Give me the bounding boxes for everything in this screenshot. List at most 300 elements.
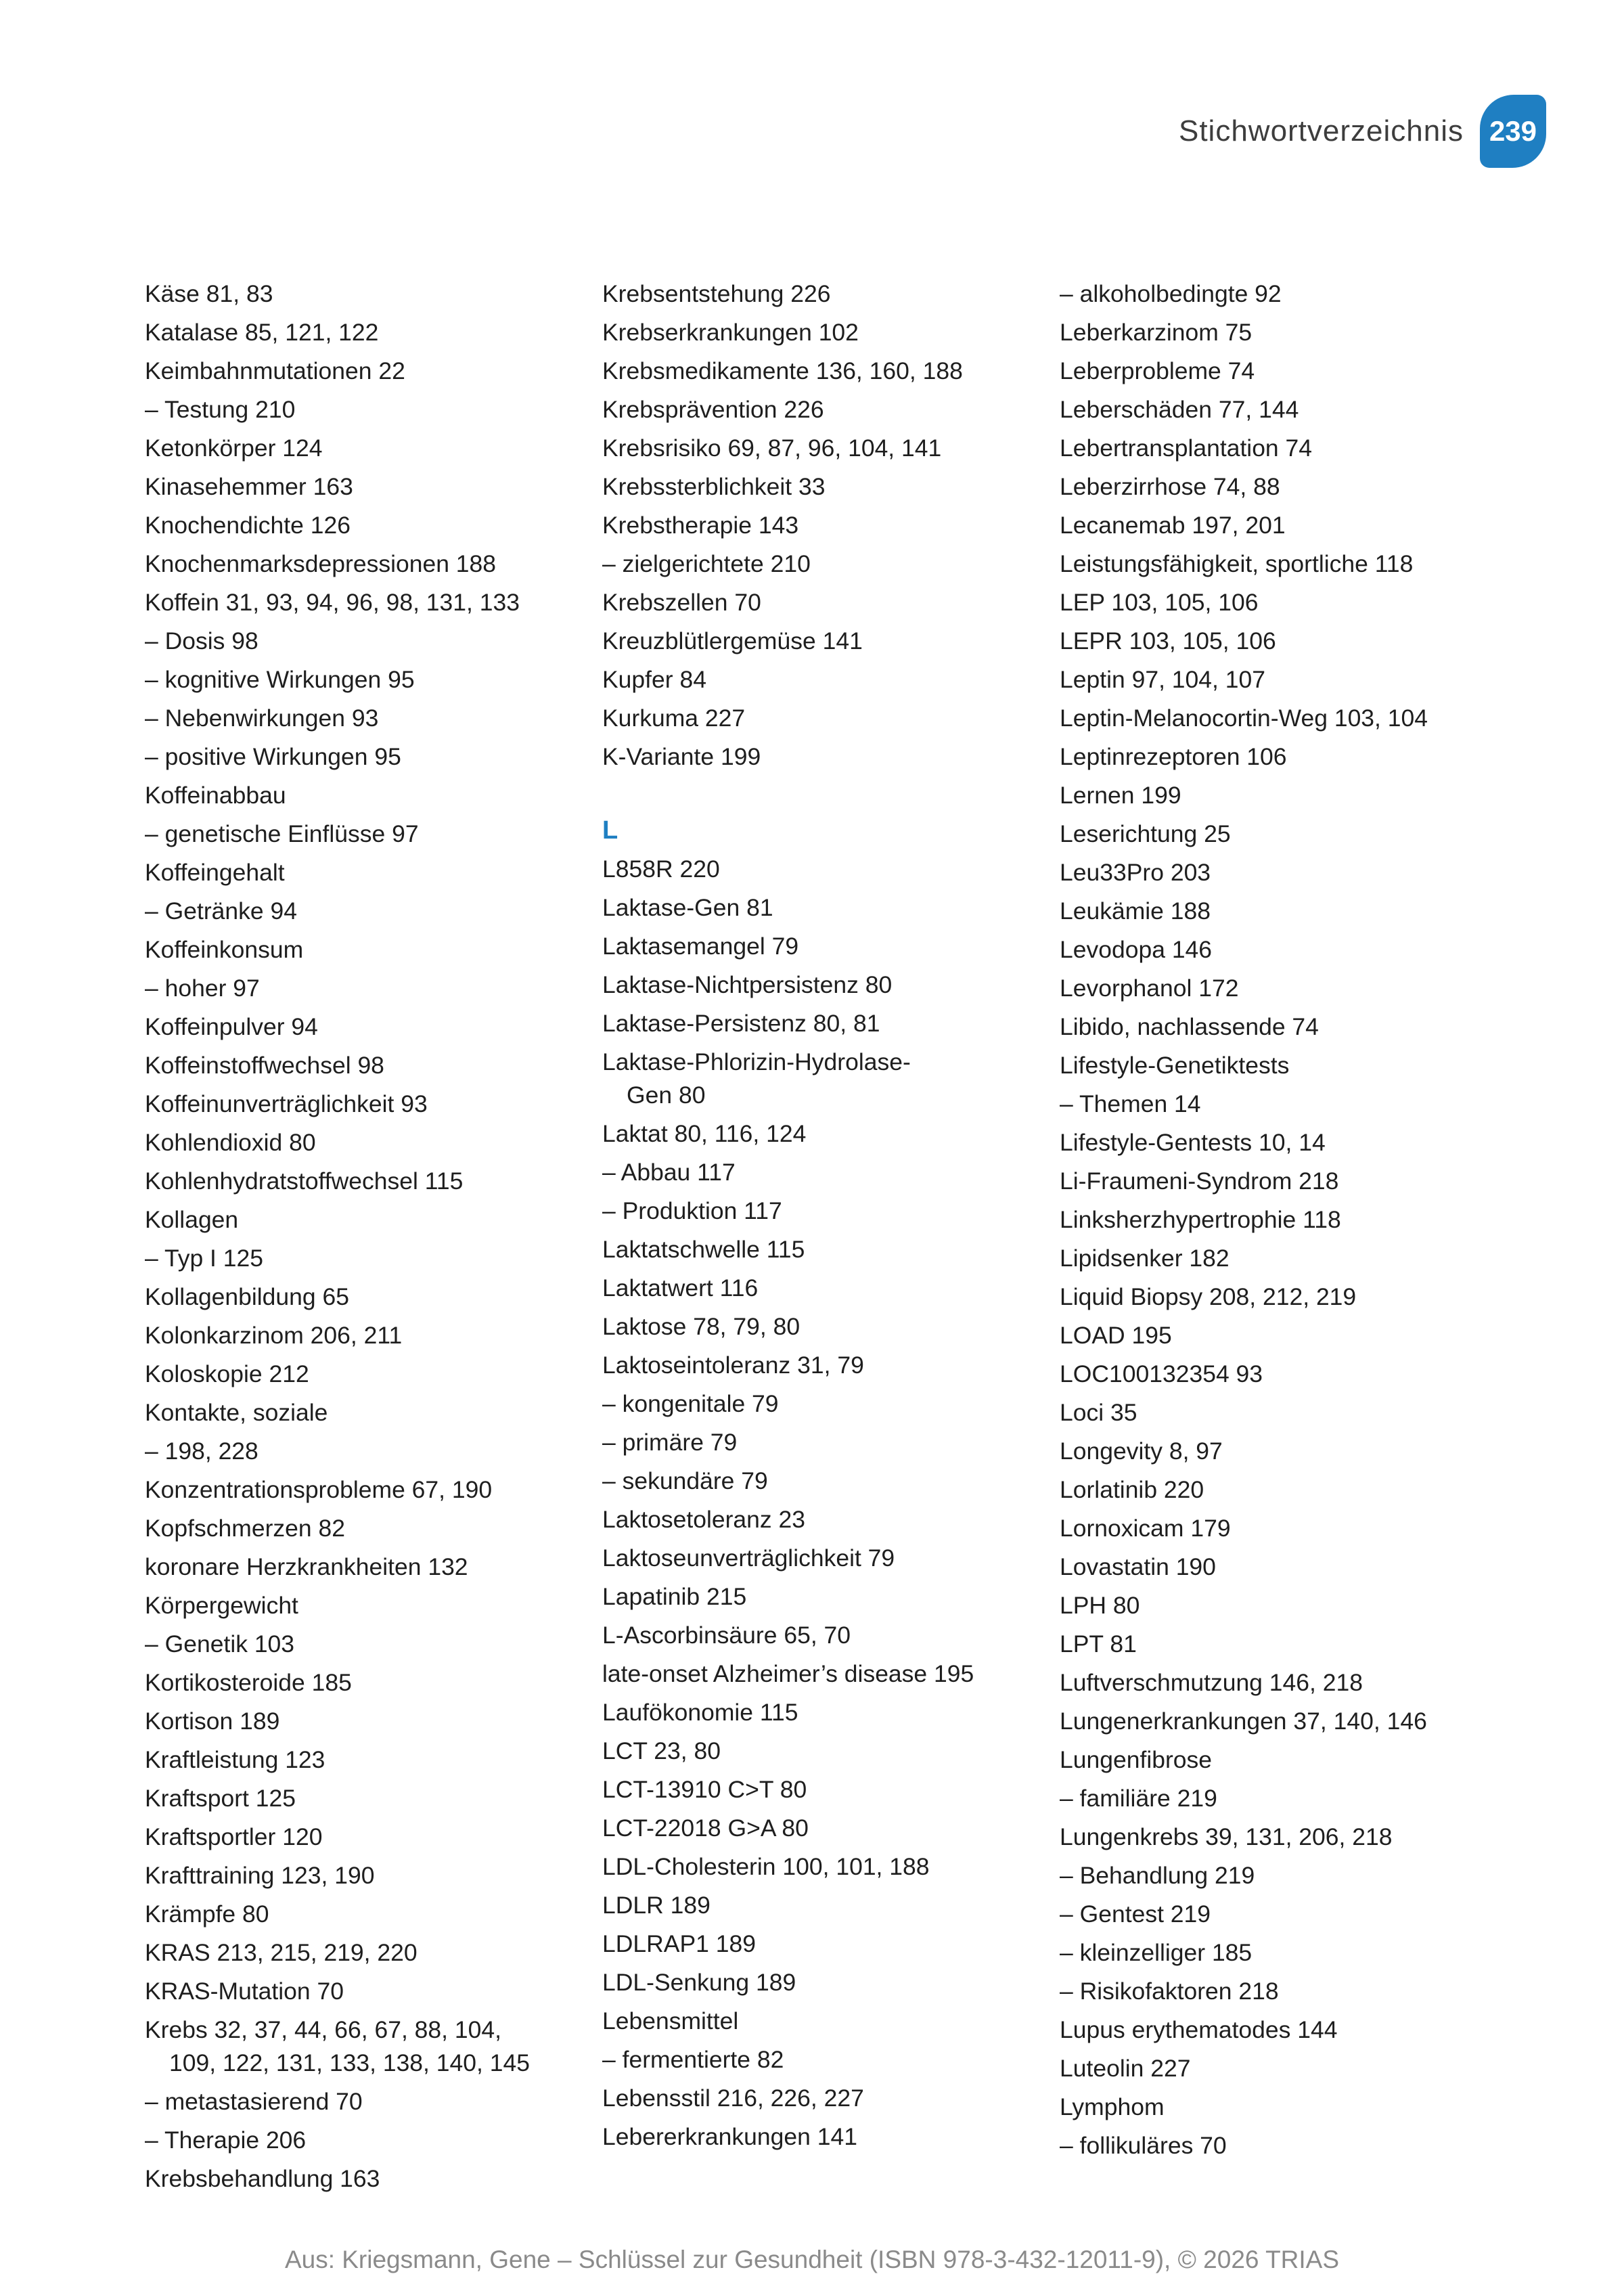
index-subentry: [1060, 1782, 1517, 1815]
index-entry: [145, 316, 602, 349]
index-entry-text: Knochenmarksdepressionen 188: [145, 550, 497, 577]
index-entry: [145, 1975, 602, 2008]
index-entry-text: Käse 81, 83: [145, 280, 273, 307]
index-entry: [1060, 1010, 1517, 1044]
index-entry: [1060, 663, 1517, 696]
index-entry: [1060, 1473, 1517, 1507]
index-entry: [602, 1928, 1060, 1961]
index-entry-text: Lebertransplantation 74: [1060, 435, 1313, 462]
index-entry-text: – fermentierte 82: [602, 2046, 784, 2073]
index-entry-text: Krebszellen 70: [602, 589, 761, 616]
index-entry-text: Laktase-Phlorizin-Hydrolase-: [602, 1048, 911, 1075]
index-entry-text: Libido, nachlassende 74: [1060, 1013, 1319, 1040]
index-entry-text: Koffeinunverträglichkeit 93: [145, 1090, 428, 1117]
index-entry: [602, 1696, 1060, 1729]
index-entry: [602, 1007, 1060, 1040]
index-entry: [1060, 1435, 1517, 1468]
index-entry-text: – Abbau 117: [602, 1159, 736, 1186]
index-entry-text: – familiäre 219: [1060, 1785, 1217, 1812]
index-entry: [145, 1396, 602, 1429]
index-entry-text: LPH 80: [1060, 1592, 1140, 1619]
index-entry: [602, 393, 1060, 426]
index-entry-text: Leberprobleme 74: [1060, 357, 1255, 384]
index-entry-text: Laktatschwelle 115: [602, 1236, 805, 1263]
index-entry: [602, 1619, 1060, 1652]
index-entry-text: Kraftsportler 120: [145, 1823, 323, 1850]
index-entry-text: Lapatinib 215: [602, 1583, 747, 1610]
index-column-1: [145, 277, 602, 2192]
index-entry-continuation: 109, 122, 131, 133, 138, 140, 145: [169, 2049, 530, 2076]
index-entry-text: LDLRAP1 189: [602, 1930, 756, 1957]
index-entry: [145, 1049, 602, 1082]
index-subentry: [602, 1387, 1060, 1421]
index-entry-text: LCT-13910 C>T 80: [602, 1776, 807, 1803]
index-entry: [145, 1010, 602, 1044]
index-entry-text: – kongenitale 79: [602, 1390, 779, 1417]
index-entry-text: – Produktion 117: [602, 1197, 782, 1224]
index-entry: [145, 779, 602, 812]
index-subentry: [602, 1426, 1060, 1459]
index-entry-text: Leukämie 188: [1060, 897, 1211, 925]
index-subentry: [145, 2085, 602, 2118]
index-entry: [1060, 1396, 1517, 1429]
index-entry: [1060, 1705, 1517, 1738]
index-entry: [145, 1088, 602, 1121]
index-entry-text: koronare Herzkrankheiten 132: [145, 1553, 468, 1580]
index-entry-text: Krebserkrankungen 102: [602, 319, 859, 346]
index-subentry: [145, 1242, 602, 1275]
index-entry-text: KRAS-Mutation 70: [145, 1978, 344, 2005]
index-entry: [1060, 2091, 1517, 2124]
index-entry: [1060, 1551, 1517, 1584]
running-head: [1179, 95, 1546, 168]
index-subentry: [602, 1195, 1060, 1228]
index-entry-text: – zielgerichtete 210: [602, 550, 811, 577]
index-subentry: [145, 972, 602, 1005]
index-entry: [1060, 740, 1517, 774]
index-entry: [1060, 586, 1517, 619]
index-entry: [145, 509, 602, 542]
index-entry-text: Lebererkrankungen 141: [602, 2123, 857, 2150]
index-entry: [602, 1580, 1060, 1613]
index-entry-text: Lebensstil 216, 226, 227: [602, 2085, 864, 2112]
index-entry-text: Lungenkrebs 39, 131, 206, 218: [1060, 1823, 1393, 1850]
index-entry-text: Kohlenhydratstoffwechsel 115: [145, 1167, 464, 1195]
index-entry-text: Koffein 31, 93, 94, 96, 98, 131, 133: [145, 589, 520, 616]
index-entry-text: Krebs 32, 37, 44, 66, 67, 88, 104,: [145, 2016, 501, 2043]
index-subentry: [1060, 277, 1517, 311]
index-subentry: [602, 2043, 1060, 2076]
index-entry: [602, 277, 1060, 311]
index-entry-text: KRAS 213, 215, 219, 220: [145, 1939, 418, 1966]
index-entry-text: – Behandlung 219: [1060, 1862, 1255, 1889]
index-subentry: [145, 1628, 602, 1661]
index-entry-text: Koffeinpulver 94: [145, 1013, 318, 1040]
index-entry: [602, 625, 1060, 658]
index-entry: [602, 1542, 1060, 1575]
index-entry: [145, 856, 602, 889]
index-entry: [145, 1358, 602, 1391]
index-entry-text: Longevity 8, 97: [1060, 1438, 1223, 1465]
index-entry: [1060, 702, 1517, 735]
index-entry-text: – Testung 210: [145, 396, 296, 423]
index-entry: [602, 355, 1060, 388]
index-entry-text: Lecanemab 197, 201: [1060, 512, 1286, 539]
copyright-footer: Aus: Kriegsmann, Gene – Schlüssel zur Gesundheit (ISBN 978-3-432-12011-9), © 2026 TRIAS: [284, 2246, 1340, 2273]
index-entry-text: L858R 220: [602, 855, 720, 883]
index-entry-text: – Genetik 103: [145, 1630, 295, 1657]
index-entry-text: – Risikofaktoren 218: [1060, 1978, 1279, 2005]
index-entry: [145, 1281, 602, 1314]
index-entry-text: Krebssterblichkeit 33: [602, 473, 826, 500]
index-entry: [602, 1735, 1060, 1768]
index-entry: [602, 1117, 1060, 1151]
index-entry-text: Katalase 85, 121, 122: [145, 319, 379, 346]
index-entry-text: Koffeinabbau: [145, 782, 286, 809]
index-entry: [602, 586, 1060, 619]
index-entry-text: Kinasehemmer 163: [145, 473, 353, 500]
index-entry: [1060, 1821, 1517, 1854]
index-entry-text: LDLR 189: [602, 1892, 710, 1919]
index-subentry: [1060, 1936, 1517, 1969]
index-entry: [1060, 1319, 1517, 1352]
index-subentry: [602, 1465, 1060, 1498]
index-entry-text: LDL-Senkung 189: [602, 1969, 796, 1996]
index-entry: [602, 1349, 1060, 1382]
index-entry: [145, 933, 602, 966]
index-entry: [145, 1589, 602, 1622]
index-entry-text: Kollagen: [145, 1206, 239, 1233]
index-entry: [1060, 1281, 1517, 1314]
index-entry: [145, 1512, 602, 1545]
index-entry-text: Lernen 199: [1060, 782, 1181, 809]
index-entry-text: Kraftsport 125: [145, 1785, 296, 1812]
index-entry: [1060, 1203, 1517, 1237]
index-entry-text: LCT-22018 G>A 80: [602, 1815, 809, 1842]
index-entry-text: Levodopa 146: [1060, 936, 1213, 963]
index-subentry: [145, 740, 602, 774]
index-entry-text: – genetische Einflüsse 97: [145, 820, 419, 847]
index-entry-text: Kraftleistung 123: [145, 1746, 325, 1773]
index-entry: [1060, 1743, 1517, 1777]
index-entry: [602, 316, 1060, 349]
index-entry: [145, 1782, 602, 1815]
index-columns: [145, 277, 1518, 2192]
index-entry-text: Kortikosteroide 185: [145, 1669, 352, 1696]
index-entry-text: Laktasemangel 79: [602, 933, 799, 960]
index-entry: [602, 2082, 1060, 2115]
index-entry: [602, 853, 1060, 886]
index-entry-text: Lymphom: [1060, 2093, 1165, 2120]
index-entry: [602, 740, 1060, 774]
index-entry: [1060, 432, 1517, 465]
index-entry-text: Leberzirrhose 74, 88: [1060, 473, 1280, 500]
index-entry-text: – alkoholbedingte 92: [1060, 280, 1282, 307]
index-subentry: [1060, 1898, 1517, 1931]
index-subentry: [602, 548, 1060, 581]
index-entry-text: Laktoseintoleranz 31, 79: [602, 1352, 864, 1379]
index-entry-text: Ketonkörper 124: [145, 435, 323, 462]
index-entry: [602, 1889, 1060, 1922]
index-entry-text: Lupus erythematodes 144: [1060, 2016, 1338, 2043]
index-subentry: [145, 2124, 602, 2157]
index-entry: [602, 470, 1060, 504]
index-entry-text: Lifestyle-Genetiktests: [1060, 1052, 1290, 1079]
index-entry: [145, 1705, 602, 1738]
index-entry: [602, 1310, 1060, 1343]
index-entry-text: Linksherzhypertrophie 118: [1060, 1206, 1341, 1233]
index-entry: [1060, 1589, 1517, 1622]
index-entry-text: – follikuläres 70: [1060, 2132, 1227, 2159]
index-entry: [602, 1233, 1060, 1266]
index-subentry: [145, 895, 602, 928]
index-column-2: [602, 277, 1060, 2159]
index-entry-continuation: Gen 80: [627, 1082, 706, 1109]
index-entry-text: Koffeinkonsum: [145, 936, 304, 963]
index-entry-text: Laktase-Gen 81: [602, 894, 773, 921]
index-entry-text: Krämpfe 80: [145, 1900, 269, 1928]
index-entry: [1060, 779, 1517, 812]
index-entry-text: Kohlendioxid 80: [145, 1129, 316, 1156]
index-entry-text: – kognitive Wirkungen 95: [145, 666, 415, 693]
index-entry: [602, 2005, 1060, 2038]
index-entry: [602, 702, 1060, 735]
index-entry: [1060, 625, 1517, 658]
index-entry: [602, 1272, 1060, 1305]
index-entry-text: – Nebenwirkungen 93: [145, 705, 379, 732]
index-entry-text: LEP 103, 105, 106: [1060, 589, 1259, 616]
index-entry-text: Loci 35: [1060, 1399, 1137, 1426]
index-entry: [1060, 1126, 1517, 1159]
index-entry-text: Laktat 80, 116, 124: [602, 1120, 807, 1147]
index-entry: [602, 1812, 1060, 1845]
index-subentry: [145, 818, 602, 851]
index-entry-text: Leistungsfähigkeit, sportliche 118: [1060, 550, 1414, 577]
index-entry-text: LPT 81: [1060, 1630, 1137, 1657]
index-entry-text: Laktosetoleranz 23: [602, 1506, 805, 1533]
index-entry: [602, 1503, 1060, 1536]
index-entry: [602, 1966, 1060, 1999]
index-entry-text: – positive Wirkungen 95: [145, 743, 401, 770]
index-entry: [602, 1850, 1060, 1884]
index-entry: [1060, 2013, 1517, 2047]
index-entry-text: Lifestyle-Gentests 10, 14: [1060, 1129, 1326, 1156]
index-entry: [1060, 1512, 1517, 1545]
index-entry: [1060, 1628, 1517, 1661]
index-entry: [145, 1821, 602, 1854]
index-entry-text: Lovastatin 190: [1060, 1553, 1216, 1580]
index-entry: [1060, 470, 1517, 504]
index-entry: [1060, 1165, 1517, 1198]
index-subentry: [1060, 1088, 1517, 1121]
index-entry-text: Kolonkarzinom 206, 211: [145, 1322, 403, 1349]
index-entry: [145, 1165, 602, 1198]
index-entry-text: Kontakte, soziale: [145, 1399, 328, 1426]
index-entry: [145, 1743, 602, 1777]
index-entry: [145, 1551, 602, 1584]
index-entry: [602, 891, 1060, 925]
section-title: Stichwortverzeichnis: [1178, 114, 1464, 148]
index-entry-text: Lungenerkrankungen 37, 140, 146: [1060, 1708, 1427, 1735]
index-entry: [1060, 1242, 1517, 1275]
index-entry: [145, 1936, 602, 1969]
index-entry: [145, 2162, 602, 2196]
index-entry: [145, 355, 602, 388]
index-entry-text: Lornoxicam 179: [1060, 1515, 1231, 1542]
index-entry-text: – Therapie 206: [145, 2127, 307, 2154]
index-entry-text: L-Ascorbinsäure 65, 70: [602, 1622, 851, 1649]
index-entry: [145, 277, 602, 311]
index-entry: [602, 1657, 1060, 1691]
index-entry-text: Kupfer 84: [602, 666, 706, 693]
index-entry-text: L: [602, 816, 618, 845]
index-entry-text: Leptinrezeptoren 106: [1060, 743, 1287, 770]
index-entry: [602, 663, 1060, 696]
index-entry: [145, 586, 602, 619]
index-entry: [1060, 1049, 1517, 1082]
index-subentry: [1060, 1859, 1517, 1892]
index-entry-text: Krafttraining 123, 190: [145, 1862, 375, 1889]
index-subentry: [602, 1156, 1060, 1189]
letter-heading: [602, 814, 1060, 847]
index-entry: [602, 432, 1060, 465]
index-entry-text: Leptin 97, 104, 107: [1060, 666, 1265, 693]
index-entry-text: Kurkuma 227: [602, 705, 746, 732]
index-entry: [1060, 895, 1517, 928]
index-entry-text: Liquid Biopsy 208, 212, 219: [1060, 1283, 1357, 1310]
index-entry: [1060, 393, 1517, 426]
index-entry: [602, 969, 1060, 1002]
index-entry-text: Koffeinstoffwechsel 98: [145, 1052, 384, 1079]
index-entry: [145, 548, 602, 581]
index-entry: [1060, 1666, 1517, 1699]
index-subentry: [145, 393, 602, 426]
index-entry-text: Krebsprävention 226: [602, 396, 824, 423]
index-entry: [1060, 818, 1517, 851]
index-entry-text: LOAD 195: [1060, 1322, 1172, 1349]
index-entry-text: Leserichtung 25: [1060, 820, 1231, 847]
index-entry: [145, 1319, 602, 1352]
index-entry: [145, 432, 602, 465]
index-entry-text: – Dosis 98: [145, 627, 258, 654]
index-subentry: [1060, 2129, 1517, 2162]
index-entry: [1060, 509, 1517, 542]
index-subentry: [145, 1435, 602, 1468]
index-entry-text: Laktose 78, 79, 80: [602, 1313, 800, 1340]
index-entry-text: Körpergewicht: [145, 1592, 298, 1619]
index-entry: [145, 1859, 602, 1892]
index-entry: [145, 1666, 602, 1699]
index-subentry: [145, 625, 602, 658]
index-entry: [145, 470, 602, 504]
index-entry-text: Kreuzblütlergemüse 141: [602, 627, 863, 654]
index-entry-text: LEPR 103, 105, 106: [1060, 627, 1276, 654]
index-entry-text: Leu33Pro 203: [1060, 859, 1211, 886]
index-entry-text: Koloskopie 212: [145, 1360, 309, 1387]
index-entry-text: Kollagenbildung 65: [145, 1283, 350, 1310]
index-entry-text: Lebensmittel: [602, 2007, 739, 2034]
index-entry-text: – Typ I 125: [145, 1245, 264, 1272]
index-entry: [145, 1898, 602, 1931]
index-entry-text: Laktoseunverträglichkeit 79: [602, 1544, 895, 1572]
index-entry-text: Leberkarzinom 75: [1060, 319, 1253, 346]
index-entry-text: Krebsrisiko 69, 87, 96, 104, 141: [602, 435, 942, 462]
index-entry-text: – Gentest 219: [1060, 1900, 1211, 1928]
index-entry-text: Kortison 189: [145, 1708, 280, 1735]
index-entry-text: – Themen 14: [1060, 1090, 1201, 1117]
index-entry-text: Luftverschmutzung 146, 218: [1060, 1669, 1363, 1696]
index-entry-text: Laktase-Persistenz 80, 81: [602, 1010, 880, 1037]
index-entry-text: Leberschäden 77, 144: [1060, 396, 1299, 423]
index-entry: [145, 1473, 602, 1507]
index-entry-text: Luteolin 227: [1060, 2055, 1191, 2082]
index-entry-text: Laktase-Nichtpersistenz 80: [602, 971, 893, 998]
index-entry-text: Lungenfibrose: [1060, 1746, 1213, 1773]
index-entry-text: – primäre 79: [602, 1429, 738, 1456]
index-entry-text: LDL-Cholesterin 100, 101, 188: [602, 1853, 930, 1880]
index-entry: [145, 1203, 602, 1237]
index-entry-text: Konzentrationsprobleme 67, 190: [145, 1476, 493, 1503]
index-entry-text: LOC100132354 93: [1060, 1360, 1263, 1387]
index-entry-text: Li-Fraumeni-Syndrom 218: [1060, 1167, 1339, 1195]
index-entry-text: Krebsmedikamente 136, 160, 188: [602, 357, 963, 384]
index-subentry: [145, 702, 602, 735]
index-entry-text: LCT 23, 80: [602, 1737, 721, 1764]
index-entry-text: Krebstherapie 143: [602, 512, 799, 539]
index-entry-text: Laufökonomie 115: [602, 1699, 798, 1726]
index-entry-text: – kleinzelliger 185: [1060, 1939, 1253, 1966]
index-entry: [602, 509, 1060, 542]
index-entry-text: – 198, 228: [145, 1438, 258, 1465]
index-entry-text: Levorphanol 172: [1060, 975, 1239, 1002]
index-entry: [602, 1046, 1060, 1112]
index-entry: [145, 1126, 602, 1159]
index-entry: [602, 930, 1060, 963]
index-entry-text: Leptin-Melanocortin-Weg 103, 104: [1060, 705, 1428, 732]
index-entry-text: Krebsentstehung 226: [602, 280, 831, 307]
index-entry-text: Keimbahnmutationen 22: [145, 357, 405, 384]
index-entry-text: Krebsbehandlung 163: [145, 2165, 380, 2192]
index-entry-text: – hoher 97: [145, 975, 260, 1002]
index-entry-text: K-Variante 199: [602, 743, 761, 770]
index-entry-text: – metastasierend 70: [145, 2088, 363, 2115]
index-entry: [1060, 548, 1517, 581]
index-entry: [1060, 933, 1517, 966]
index-entry-text: Knochendichte 126: [145, 512, 351, 539]
index-subentry: [145, 663, 602, 696]
index-entry-text: Lorlatinib 220: [1060, 1476, 1204, 1503]
index-entry: [1060, 856, 1517, 889]
index-entry-text: Kopfschmerzen 82: [145, 1515, 345, 1542]
index-entry-text: Lipidsenker 182: [1060, 1245, 1230, 1272]
index-entry: [602, 2120, 1060, 2154]
index-subentry: [1060, 1975, 1517, 2008]
index-entry-text: – sekundäre 79: [602, 1467, 768, 1494]
index-entry-text: Koffeingehalt: [145, 859, 285, 886]
index-entry: [1060, 355, 1517, 388]
index-column-3: [1060, 277, 1517, 2159]
index-entry: [145, 2013, 602, 2080]
index-entry: [1060, 972, 1517, 1005]
index-entry: [1060, 316, 1517, 349]
index-entry-text: – Getränke 94: [145, 897, 297, 925]
index-entry: [1060, 2052, 1517, 2085]
index-entry-text: late-onset Alzheimer’s disease 195: [602, 1660, 974, 1687]
index-entry-text: Laktatwert 116: [602, 1274, 759, 1301]
index-entry: [1060, 1358, 1517, 1391]
index-entry: [602, 1773, 1060, 1806]
page-number-badge: 239: [1480, 95, 1546, 168]
